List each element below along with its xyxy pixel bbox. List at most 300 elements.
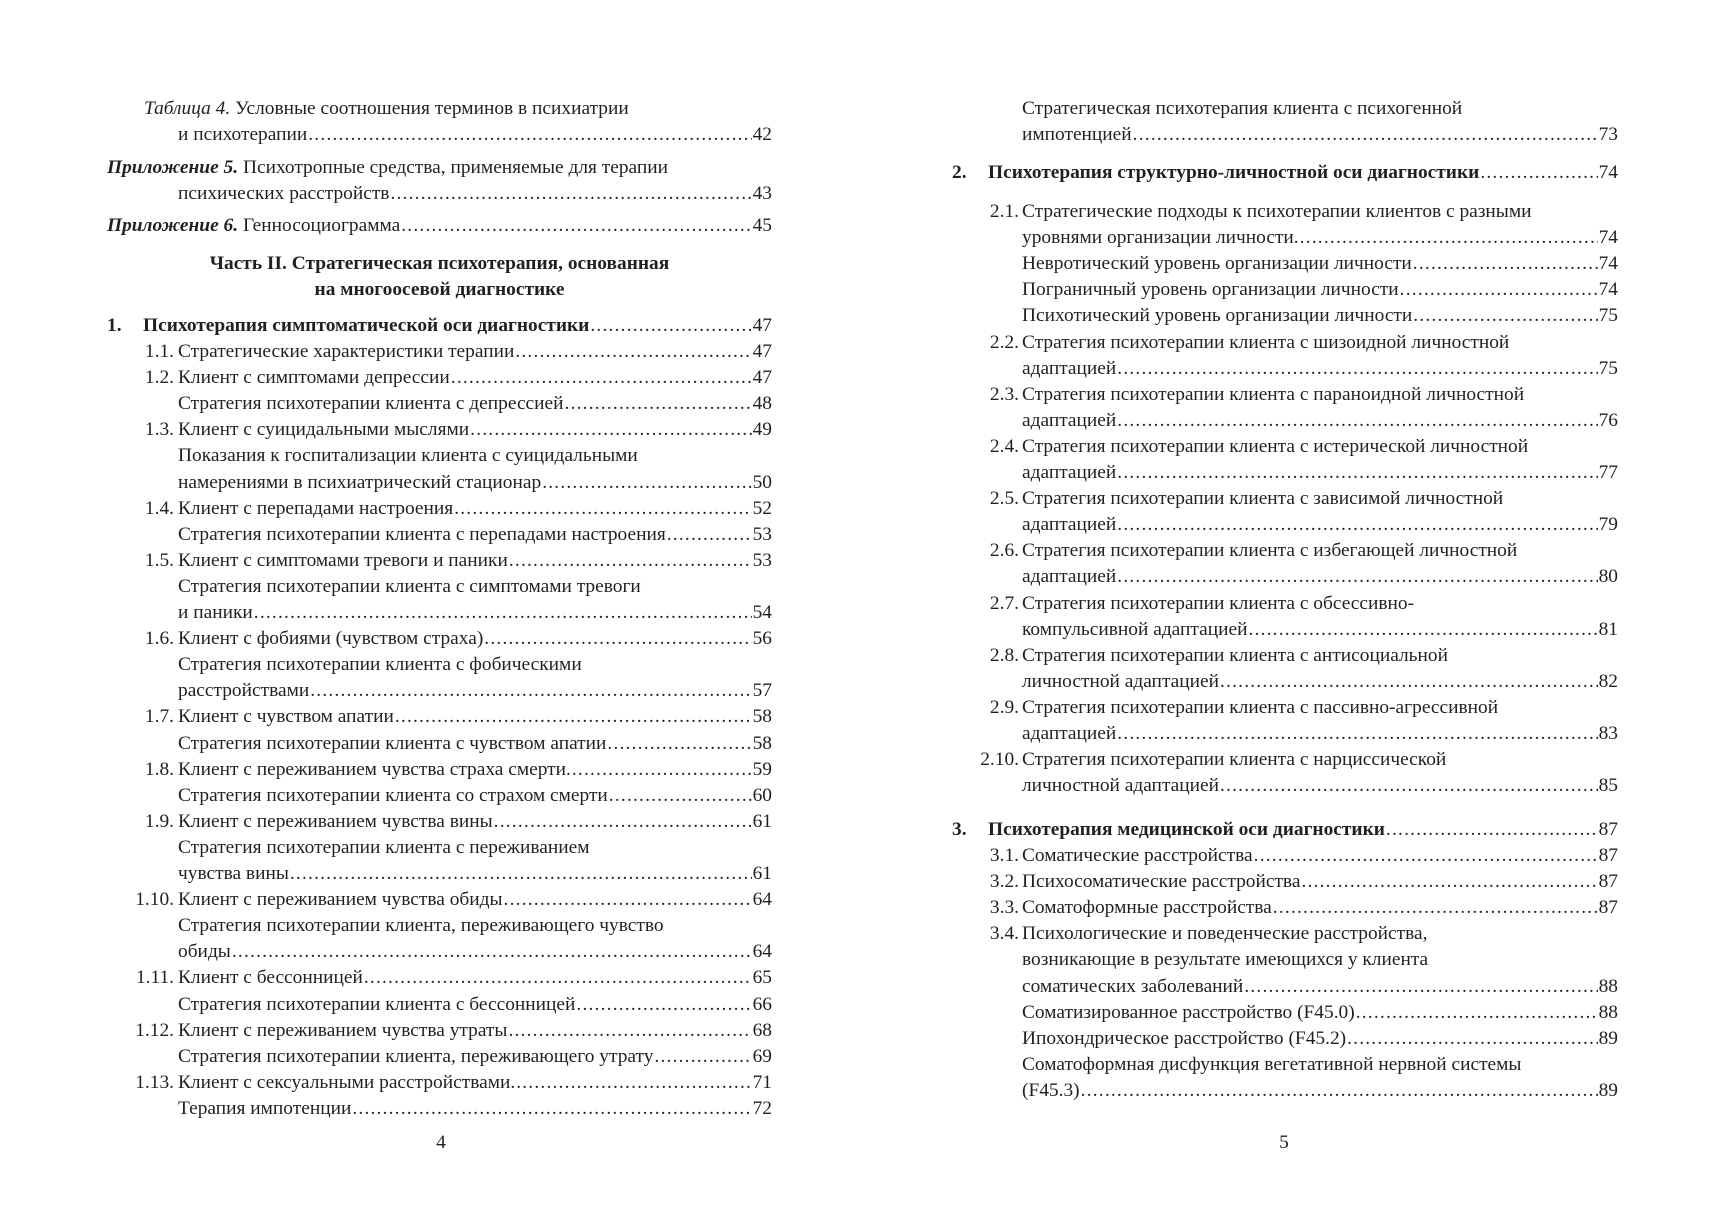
toc-title <box>988 817 1385 843</box>
toc-entry <box>178 939 772 965</box>
toc-entry <box>1022 303 1618 329</box>
leader-dots <box>390 181 751 207</box>
toc-text: адаптацией <box>1022 358 1117 379</box>
toc-page-number: 73 <box>1598 124 1618 145</box>
toc-text: Стратегические характеристики терапии <box>178 341 515 362</box>
toc-title <box>178 992 575 1018</box>
toc-page-number: 58 <box>752 706 772 727</box>
part-heading-line-1: Часть II. Стратегическая психотерапия, основанная <box>209 253 670 274</box>
leader-dots <box>1081 1078 1598 1104</box>
leader-dots <box>1347 1026 1598 1052</box>
toc-number: 2.2. <box>989 332 1019 353</box>
toc-text: уровнями организации личности. <box>1022 227 1299 248</box>
toc-number: 3.4. <box>989 923 1019 944</box>
toc-text: Стратегия психотерапии клиента с симптомами тревоги <box>178 576 641 597</box>
toc-title <box>1022 201 1532 222</box>
toc-title <box>178 965 363 991</box>
toc-title <box>1022 540 1517 561</box>
toc-text: Клиент с переживанием чувства вины <box>178 811 493 832</box>
toc-title <box>1022 949 1428 970</box>
toc-title <box>178 704 394 730</box>
toc-entry-table4-cont <box>178 122 772 148</box>
toc-entry <box>1022 356 1618 382</box>
toc-number: 2.3. <box>989 384 1019 405</box>
toc-text: Стратегическая психотерапия клиента с психогенной <box>1022 98 1463 119</box>
leader-dots <box>352 1096 751 1122</box>
toc-title <box>1022 974 1243 1000</box>
toc-title <box>1022 408 1116 434</box>
toc-text: адаптацией <box>1022 514 1117 535</box>
toc-text: Стратегия психотерапии клиента с зависимой личностной <box>1022 488 1504 509</box>
leader-dots <box>484 626 751 652</box>
toc-title <box>1022 593 1414 614</box>
toc-entry <box>989 330 1618 356</box>
toc-page-number: 87 <box>1598 845 1618 866</box>
leader-dots <box>1220 669 1598 695</box>
toc-title <box>178 783 608 809</box>
toc-entry <box>135 1070 772 1096</box>
toc-text: Клиент с бессонницей <box>178 967 363 988</box>
leader-dots <box>1356 1000 1598 1026</box>
toc-entry <box>144 496 772 522</box>
toc-entry <box>144 757 772 783</box>
toc-page-number: 72 <box>752 1098 772 1119</box>
toc-number: 2.6. <box>989 540 1019 561</box>
toc-page-number: 59 <box>752 759 772 780</box>
right-toc <box>856 0 1713 1211</box>
toc-page-number: 87 <box>1598 819 1618 840</box>
part-heading <box>107 251 772 303</box>
leader-dots <box>1273 895 1598 921</box>
leader-dots <box>509 548 752 574</box>
leader-dots <box>1117 408 1597 434</box>
toc-text: Соматоформная дисфункция вегетативной нервной системы <box>1022 1054 1522 1075</box>
leader-dots <box>565 391 752 417</box>
toc-number: 1.9. <box>144 811 174 832</box>
toc-title <box>1022 251 1412 277</box>
toc-page-number: 52 <box>752 498 772 519</box>
toc-text: Условные соотношения терминов в психиатрии <box>235 98 629 119</box>
toc-title <box>178 654 582 675</box>
toc-title <box>178 678 309 704</box>
toc-page-number: 74 <box>1598 253 1618 274</box>
toc-text: Соматоформные расстройства <box>1022 897 1272 918</box>
toc-section-3 <box>952 817 1618 843</box>
toc-text: Показания к госпитализации клиента с суицидальными <box>178 445 638 466</box>
toc-page-number: 76 <box>1598 410 1618 431</box>
toc-text: адаптацией <box>1022 462 1117 483</box>
toc-title <box>143 313 589 339</box>
toc-entry <box>989 843 1618 869</box>
toc-title <box>1022 512 1116 538</box>
toc-entry <box>1022 1052 1618 1078</box>
toc-number: 1.12. <box>135 1020 174 1041</box>
toc-entry <box>144 339 772 365</box>
leader-dots <box>1248 617 1597 643</box>
toc-text: Клиент с чувством апатии <box>178 706 394 727</box>
toc-text: и паники <box>178 602 253 623</box>
toc-number: 1.4. <box>144 498 174 519</box>
toc-text: Психотропные средства, применяемые для терапии <box>242 157 669 178</box>
toc-text: личностной адаптацией <box>1022 775 1219 796</box>
toc-entry <box>989 434 1618 460</box>
toc-entry <box>178 731 772 757</box>
toc-title <box>1022 436 1528 457</box>
toc-page-number: 53 <box>752 550 772 571</box>
leader-dots <box>572 757 752 783</box>
leader-dots <box>590 313 751 339</box>
toc-title <box>178 445 638 466</box>
leader-dots <box>454 496 751 522</box>
toc-title <box>1022 303 1412 329</box>
toc-number: 1.11. <box>135 967 174 988</box>
leader-dots <box>508 1018 751 1044</box>
toc-title <box>1022 869 1300 895</box>
toc-text: намерениями в психиатрический стационар <box>178 472 542 493</box>
toc-page-number: 42 <box>752 124 772 145</box>
toc-page-number: 60 <box>752 785 772 806</box>
toc-title <box>1022 332 1509 353</box>
toc-text: Психотерапия структурно-личностной оси диагностики <box>988 162 1480 183</box>
toc-page-number: 82 <box>1598 671 1618 692</box>
toc-entry <box>989 486 1618 512</box>
toc-page-number: 61 <box>752 863 772 884</box>
toc-section-1 <box>107 313 772 339</box>
toc-number: 1.10. <box>135 889 174 910</box>
toc-entry <box>135 887 772 913</box>
left-toc <box>0 0 856 1211</box>
toc-text: Стратегические подходы к психотерапии клиентов с разными <box>1022 201 1532 222</box>
toc-text: Стратегия психотерапии клиента с бессонницей <box>178 994 576 1015</box>
toc-title <box>1022 697 1498 718</box>
toc-entry <box>144 626 772 652</box>
toc-page-number: 87 <box>1598 897 1618 918</box>
toc-title <box>178 496 453 522</box>
leader-dots <box>1117 721 1597 747</box>
leader-dots <box>609 783 752 809</box>
toc-page-number: 88 <box>1598 1002 1618 1023</box>
toc-page-number: 61 <box>752 811 772 832</box>
toc-text: адаптацией <box>1022 566 1117 587</box>
toc-entry-carry <box>1022 96 1618 122</box>
toc-title <box>1022 1078 1080 1104</box>
toc-entry <box>989 895 1618 921</box>
toc-text: Ипохондрическое расстройство (F45.2) <box>1022 1028 1347 1049</box>
toc-text: Стратегия психотерапии клиента со страхом смерти <box>178 785 608 806</box>
leader-dots <box>254 600 752 626</box>
leader-dots <box>290 861 752 887</box>
toc-title <box>178 939 231 965</box>
right-page-number: 5 <box>1279 1132 1289 1153</box>
toc-entry <box>1022 251 1618 277</box>
toc-text: Психотический уровень организации личности <box>1022 305 1413 326</box>
toc-title <box>178 576 641 597</box>
toc-text: Клиент с суицидальными мыслями <box>178 419 470 440</box>
toc-page-number: 58 <box>752 733 772 754</box>
toc-text: Психологические и поведенческие расстройства, <box>1022 923 1428 944</box>
toc-entry <box>1022 225 1618 251</box>
toc-text: и психотерапии <box>178 124 308 145</box>
toc-page-number: 45 <box>752 215 772 236</box>
toc-text: Терапия импотенции <box>178 1098 352 1119</box>
leader-dots <box>1133 122 1598 148</box>
toc-title <box>178 600 253 626</box>
toc-text: возникающие в результате имеющихся у клиента <box>1022 949 1429 970</box>
toc-number: 2.1. <box>989 201 1019 222</box>
toc-entry <box>1022 947 1618 973</box>
toc-text: Психотерапия медицинской оси диагностики <box>988 819 1385 840</box>
toc-text: импотенцией <box>1022 124 1132 145</box>
toc-title <box>1022 1026 1346 1052</box>
toc-number: 1.1. <box>144 341 174 362</box>
toc-text: Стратегия психотерапии клиента с пассивно-агрессивной <box>1022 697 1499 718</box>
toc-page-number: 85 <box>1598 775 1618 796</box>
toc-page-number: 80 <box>1598 566 1618 587</box>
leader-dots <box>1300 225 1598 251</box>
toc-text: компульсивной адаптацией <box>1022 619 1248 640</box>
toc-title <box>178 861 289 887</box>
toc-entry <box>1022 1078 1618 1104</box>
leader-dots <box>667 522 752 548</box>
toc-entry <box>980 747 1618 773</box>
toc-text: Стратегия психотерапии клиента с перепадами настроения <box>178 524 666 545</box>
toc-title <box>1022 1054 1521 1075</box>
toc-entry <box>989 695 1618 721</box>
toc-entry <box>1022 721 1618 747</box>
leader-dots <box>516 1070 751 1096</box>
toc-title <box>1022 1000 1355 1026</box>
toc-page-number: 68 <box>752 1020 772 1041</box>
leader-dots <box>1117 512 1597 538</box>
leader-dots <box>395 704 752 730</box>
leader-dots <box>1220 773 1598 799</box>
toc-title <box>1022 923 1427 944</box>
toc-entry <box>178 443 772 469</box>
toc-page-number: 47 <box>752 367 772 388</box>
toc-page-number: 89 <box>1598 1028 1618 1049</box>
toc-text: Стратегия психотерапии клиента с фобическими <box>178 654 582 675</box>
leader-dots <box>515 339 751 365</box>
toc-number: 1.2. <box>144 367 174 388</box>
toc-text: Соматизированное расстройство (F45.0) <box>1022 1002 1355 1023</box>
toc-page-number: 50 <box>752 472 772 493</box>
toc-page-number: 49 <box>752 419 772 440</box>
toc-number: 2.7. <box>989 593 1019 614</box>
toc-entry <box>178 574 772 600</box>
toc-text: Клиент с перепадами настроения <box>178 498 454 519</box>
leader-dots <box>1117 564 1597 590</box>
toc-title <box>1022 564 1116 590</box>
toc-text: Клиент с сексуальными расстройствами. <box>178 1072 516 1093</box>
toc-page-number: 83 <box>1598 723 1618 744</box>
toc-number: 2.8. <box>989 645 1019 666</box>
toc-text: Стратегия психотерапии клиента с чувством апатии <box>178 733 607 754</box>
toc-title <box>178 757 571 783</box>
toc-entry <box>989 382 1618 408</box>
toc-page-number: 71 <box>752 1072 772 1093</box>
toc-entry <box>135 965 772 991</box>
leader-dots <box>451 365 752 391</box>
toc-title <box>178 1070 515 1096</box>
toc-number: 2.4. <box>989 436 1019 457</box>
toc-title <box>1022 895 1272 921</box>
toc-number: 1.5. <box>144 550 174 571</box>
toc-entry <box>178 835 772 861</box>
toc-text: Клиент с переживанием чувства обиды <box>178 889 503 910</box>
toc-title <box>107 157 668 178</box>
toc-title <box>178 887 503 913</box>
leader-dots <box>1386 817 1598 843</box>
toc-text: Стратегия психотерапии клиента с нарциссической <box>1022 749 1447 770</box>
toc-page-number: 75 <box>1598 358 1618 379</box>
toc-number: 1.13. <box>135 1072 174 1093</box>
leader-dots <box>494 809 752 835</box>
toc-page-number: 56 <box>752 628 772 649</box>
toc-text: Психотерапия симптоматической оси диагностики <box>143 315 590 336</box>
toc-text: Стратегия психотерапии клиента, переживающего утрату <box>178 1046 654 1067</box>
toc-title <box>178 122 307 148</box>
leader-dots <box>1413 303 1597 329</box>
leader-dots <box>607 731 751 757</box>
leader-dots <box>1254 843 1598 869</box>
leader-dots <box>1244 974 1597 1000</box>
toc-label: Приложение 6. <box>107 215 239 236</box>
toc-title <box>178 365 450 391</box>
toc-entry <box>178 783 772 809</box>
toc-entry <box>1022 669 1618 695</box>
toc-entry <box>178 600 772 626</box>
toc-entry <box>1022 277 1618 303</box>
toc-title <box>1022 384 1524 405</box>
toc-text: Клиент с фобиями (чувством страха) <box>178 628 484 649</box>
toc-text: Стратегия психотерапии клиента, переживающего чувство <box>178 915 664 936</box>
toc-entry-table4 <box>144 96 772 122</box>
toc-text: обиды <box>178 941 231 962</box>
toc-text: психических расстройств <box>178 183 390 204</box>
toc-page-number: 43 <box>752 183 772 204</box>
toc-entry <box>178 913 772 939</box>
toc-title <box>1022 98 1462 119</box>
toc-title <box>1022 669 1219 695</box>
toc-text: чувства вины <box>178 863 289 884</box>
toc-entry-app5 <box>107 155 772 181</box>
toc-number: 1.8. <box>144 759 174 780</box>
toc-entry <box>178 861 772 887</box>
toc-text: Клиент с переживанием чувства утраты <box>178 1020 508 1041</box>
toc-entry <box>989 643 1618 669</box>
toc-page-number: 75 <box>1598 305 1618 326</box>
toc-number: 2. <box>952 162 967 183</box>
toc-entry <box>178 992 772 1018</box>
toc-title <box>1022 122 1132 148</box>
toc-entry <box>144 417 772 443</box>
toc-entry <box>178 1096 772 1122</box>
toc-text: Клиент с переживанием чувства страха смерти. <box>178 759 571 780</box>
toc-text: личностной адаптацией <box>1022 671 1219 692</box>
toc-text: Стратегия психотерапии клиента с депрессией <box>178 393 564 414</box>
toc-title <box>144 98 629 119</box>
leader-dots <box>654 1044 751 1070</box>
toc-entry <box>989 538 1618 564</box>
leader-dots <box>1117 460 1597 486</box>
toc-entry <box>989 921 1618 947</box>
toc-section-2 <box>952 160 1618 186</box>
toc-page-number: 64 <box>752 941 772 962</box>
toc-page-number: 47 <box>752 341 772 362</box>
toc-page-number: 53 <box>752 524 772 545</box>
toc-entry <box>1022 1026 1618 1052</box>
toc-entry <box>135 1018 772 1044</box>
toc-title <box>1022 843 1253 869</box>
toc-label: Таблица 4. <box>144 98 231 119</box>
toc-entry <box>1022 617 1618 643</box>
toc-text: Стратегия психотерапии клиента с параноидной личностной <box>1022 384 1525 405</box>
toc-page-number: 77 <box>1598 462 1618 483</box>
toc-title <box>1022 277 1399 303</box>
toc-entry <box>178 678 772 704</box>
toc-entry <box>989 591 1618 617</box>
part-heading-line-2: на многоосевой диагностике <box>314 279 565 300</box>
toc-text: Стратегия психотерапии клиента с переживанием <box>178 837 590 858</box>
leader-dots <box>308 122 751 148</box>
toc-entry <box>1022 974 1618 1000</box>
toc-entry <box>989 199 1618 225</box>
toc-text: Клиент с симптомами депрессии <box>178 367 450 388</box>
leader-dots <box>1413 251 1598 277</box>
leader-dots <box>470 417 751 443</box>
toc-number: 2.10. <box>980 749 1019 770</box>
toc-page-number: 65 <box>752 967 772 988</box>
toc-number: 1. <box>107 315 122 336</box>
toc-text: Стратегия психотерапии клиента с истерической личностной <box>1022 436 1529 457</box>
toc-title <box>178 809 493 835</box>
toc-title <box>178 181 389 207</box>
toc-number: 1.6. <box>144 628 174 649</box>
toc-text: Клиент с симптомами тревоги и паники <box>178 550 508 571</box>
toc-text: соматических заболеваний <box>1022 976 1244 997</box>
toc-page-number: 89 <box>1598 1080 1618 1101</box>
toc-title <box>178 391 564 417</box>
toc-page-number: 66 <box>752 994 772 1015</box>
toc-entry <box>178 470 772 496</box>
toc-page-number: 54 <box>752 602 772 623</box>
leader-dots <box>401 213 751 239</box>
toc-title <box>178 548 508 574</box>
toc-entry <box>144 704 772 730</box>
toc-text: Невротический уровень организации личности <box>1022 253 1412 274</box>
toc-title <box>178 417 469 443</box>
toc-title <box>178 731 606 757</box>
toc-number: 1.7. <box>144 706 174 727</box>
toc-text: расстройствами <box>178 680 310 701</box>
toc-text: Пограничный уровень организации личности <box>1022 279 1399 300</box>
toc-title <box>1022 488 1503 509</box>
left-page-number: 4 <box>436 1132 446 1153</box>
leader-dots <box>1480 160 1597 186</box>
toc-text: (F45.3) <box>1022 1080 1080 1101</box>
toc-title <box>988 160 1479 186</box>
toc-title <box>178 837 590 858</box>
toc-number: 2.5. <box>989 488 1019 509</box>
toc-title <box>1022 749 1446 770</box>
toc-entry <box>144 548 772 574</box>
toc-page-number: 69 <box>752 1046 772 1067</box>
toc-entry <box>1022 460 1618 486</box>
toc-text: адаптацией <box>1022 410 1117 431</box>
toc-entry <box>178 652 772 678</box>
toc-page-number: 81 <box>1598 619 1618 640</box>
toc-title <box>178 470 541 496</box>
